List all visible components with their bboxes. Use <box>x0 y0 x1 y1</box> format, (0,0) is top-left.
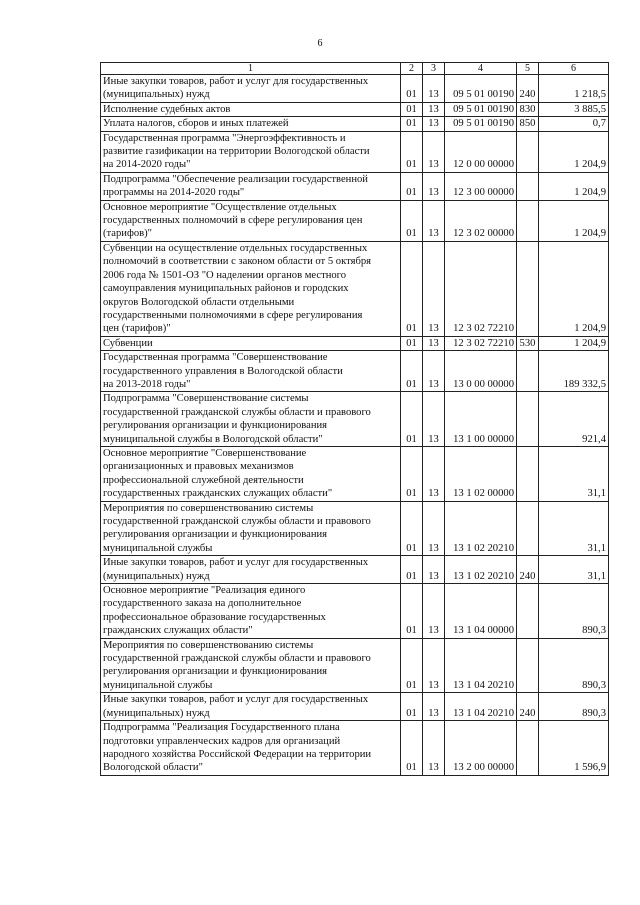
subsection-code-cell: 13 <box>423 241 445 336</box>
amount-cell: 890,3 <box>539 584 609 639</box>
target-article-code-cell: 12 3 02 72210 <box>445 336 517 350</box>
subsection-code-cell: 13 <box>423 693 445 721</box>
expense-type-code-cell <box>517 584 539 639</box>
target-article-code-cell: 12 3 00 00000 <box>445 172 517 200</box>
page-number: 6 <box>317 38 323 49</box>
target-article-code-cell: 12 0 00 00000 <box>445 131 517 172</box>
expense-type-code-cell <box>517 392 539 447</box>
row-name-cell: Уплата налогов, сборов и иных платежей <box>101 117 401 131</box>
budget-table <box>100 62 609 776</box>
row-name-cell: Основное мероприятие "Реализация единого государственного заказа на дополнительное профессиональное образование государственных гражданских служащих области" <box>101 584 401 639</box>
table-row <box>101 172 609 200</box>
expense-type-code-cell <box>517 172 539 200</box>
row-name-cell: Подпрограмма "Обеспечение реализации государственной программы на 2014-2020 годы" <box>101 172 401 200</box>
amount-cell: 921,4 <box>539 392 609 447</box>
subsection-code-cell: 13 <box>423 638 445 693</box>
amount-cell: 31,1 <box>539 556 609 584</box>
expense-type-code-cell <box>517 131 539 172</box>
target-article-code-cell: 13 1 02 20210 <box>445 501 517 556</box>
subsection-code-cell: 13 <box>423 131 445 172</box>
row-name-cell: Субвенции <box>101 336 401 350</box>
target-article-code-cell: 12 3 02 72210 <box>445 241 517 336</box>
expense-type-code-cell <box>517 638 539 693</box>
subsection-code-cell: 13 <box>423 336 445 350</box>
expense-type-code-cell <box>517 241 539 336</box>
subsection-code-cell: 13 <box>423 501 445 556</box>
subsection-code-cell: 13 <box>423 351 445 392</box>
amount-cell: 1 204,9 <box>539 336 609 350</box>
amount-cell: 189 332,5 <box>539 351 609 392</box>
amount-cell: 890,3 <box>539 693 609 721</box>
row-name-cell: Основное мероприятие "Осуществление отдельных государственных полномочий в сфере регулирования цен (тарифов)" <box>101 200 401 241</box>
expense-type-code-cell: 240 <box>517 693 539 721</box>
subsection-code-cell: 13 <box>423 75 445 103</box>
target-article-code-cell: 13 1 04 00000 <box>445 584 517 639</box>
subsection-code-cell: 13 <box>423 721 445 776</box>
target-article-code-cell: 13 1 02 00000 <box>445 446 517 501</box>
target-article-code-cell: 13 0 00 00000 <box>445 351 517 392</box>
table-row <box>101 241 609 336</box>
section-code-cell: 01 <box>401 446 423 501</box>
amount-cell: 1 204,9 <box>539 200 609 241</box>
row-name-cell: Государственная программа "Энергоэффективность и развитие газификации на территории Вологодской области на 2014-2020 годы" <box>101 131 401 172</box>
row-name-cell: Иные закупки товаров, работ и услуг для государственных (муниципальных) нужд <box>101 75 401 103</box>
section-code-cell: 01 <box>401 693 423 721</box>
amount-cell: 1 218,5 <box>539 75 609 103</box>
column-header: 3 <box>423 63 445 75</box>
target-article-code-cell: 12 3 02 00000 <box>445 200 517 241</box>
section-code-cell: 01 <box>401 721 423 776</box>
table-row <box>101 131 609 172</box>
table-row <box>101 721 609 776</box>
section-code-cell: 01 <box>401 638 423 693</box>
section-code-cell: 01 <box>401 392 423 447</box>
column-header: 6 <box>539 63 609 75</box>
row-name-cell: Основное мероприятие "Совершенствование организационных и правовых механизмов профессиональной служебной деятельности государственных гражданских служащих области" <box>101 446 401 501</box>
amount-cell: 3 885,5 <box>539 102 609 116</box>
row-name-cell: Иные закупки товаров, работ и услуг для государственных (муниципальных) нужд <box>101 556 401 584</box>
section-code-cell: 01 <box>401 336 423 350</box>
subsection-code-cell: 13 <box>423 117 445 131</box>
amount-cell: 890,3 <box>539 638 609 693</box>
target-article-code-cell: 09 5 01 00190 <box>445 75 517 103</box>
row-name-cell: Подпрограмма "Совершенствование системы государственной гражданской службы области и правового регулирования организации и функционирования муниципальной службы в Вологодской области" <box>101 392 401 447</box>
section-code-cell: 01 <box>401 102 423 116</box>
row-name-cell: Субвенции на осуществление отдельных государственных полномочий в соответствии с законом области от 5 октября 2006 года № 1501-ОЗ "О наделении органов местного самоуправления муниципальных районов и городских округов Вологодской области отдельными государственными полномочиями в сфере регулирования цен (тарифов)" <box>101 241 401 336</box>
table-row <box>101 351 609 392</box>
expense-type-code-cell: 240 <box>517 75 539 103</box>
table-row <box>101 75 609 103</box>
table-row <box>101 392 609 447</box>
expense-type-code-cell: 240 <box>517 556 539 584</box>
section-code-cell: 01 <box>401 501 423 556</box>
target-article-code-cell: 13 1 04 20210 <box>445 693 517 721</box>
target-article-code-cell: 09 5 01 00190 <box>445 102 517 116</box>
subsection-code-cell: 13 <box>423 556 445 584</box>
column-header: 5 <box>517 63 539 75</box>
section-code-cell: 01 <box>401 172 423 200</box>
target-article-code-cell: 13 2 00 00000 <box>445 721 517 776</box>
section-code-cell: 01 <box>401 584 423 639</box>
row-name-cell: Мероприятия по совершенствованию системы государственной гражданской службы области и правового регулирования организации и функционирования муниципальной службы <box>101 501 401 556</box>
table-row <box>101 584 609 639</box>
expense-type-code-cell <box>517 351 539 392</box>
row-name-cell: Иные закупки товаров, работ и услуг для государственных (муниципальных) нужд <box>101 693 401 721</box>
section-code-cell: 01 <box>401 556 423 584</box>
section-code-cell: 01 <box>401 200 423 241</box>
row-name-cell: Подпрограмма "Реализация Государственного плана подготовки управленческих кадров для организаций народного хозяйства Российской Федерации на территории Вологодской области" <box>101 721 401 776</box>
target-article-code-cell: 09 5 01 00190 <box>445 117 517 131</box>
table-row <box>101 638 609 693</box>
amount-cell: 1 204,9 <box>539 172 609 200</box>
table-row <box>101 556 609 584</box>
amount-cell: 31,1 <box>539 446 609 501</box>
column-header: 2 <box>401 63 423 75</box>
table-row <box>101 200 609 241</box>
table-row <box>101 693 609 721</box>
section-code-cell: 01 <box>401 75 423 103</box>
expense-type-code-cell <box>517 200 539 241</box>
amount-cell: 1 596,9 <box>539 721 609 776</box>
row-name-cell: Мероприятия по совершенствованию системы государственной гражданской службы области и правового регулирования организации и функционирования муниципальной службы <box>101 638 401 693</box>
section-code-cell: 01 <box>401 117 423 131</box>
expense-type-code-cell: 850 <box>517 117 539 131</box>
expense-type-code-cell: 530 <box>517 336 539 350</box>
expense-type-code-cell <box>517 501 539 556</box>
expense-type-code-cell: 830 <box>517 102 539 116</box>
expense-type-code-cell <box>517 446 539 501</box>
target-article-code-cell: 13 1 00 00000 <box>445 392 517 447</box>
section-code-cell: 01 <box>401 241 423 336</box>
subsection-code-cell: 13 <box>423 172 445 200</box>
row-name-cell: Государственная программа "Совершенствование государственного управления в Вологодской области на 2013-2018 годы" <box>101 351 401 392</box>
subsection-code-cell: 13 <box>423 446 445 501</box>
subsection-code-cell: 13 <box>423 584 445 639</box>
subsection-code-cell: 13 <box>423 392 445 447</box>
table-row <box>101 501 609 556</box>
target-article-code-cell: 13 1 04 20210 <box>445 638 517 693</box>
amount-cell: 31,1 <box>539 501 609 556</box>
subsection-code-cell: 13 <box>423 102 445 116</box>
column-header: 4 <box>445 63 517 75</box>
amount-cell: 0,7 <box>539 117 609 131</box>
target-article-code-cell: 13 1 02 20210 <box>445 556 517 584</box>
amount-cell: 1 204,9 <box>539 241 609 336</box>
table-row <box>101 446 609 501</box>
subsection-code-cell: 13 <box>423 200 445 241</box>
section-code-cell: 01 <box>401 351 423 392</box>
table-row <box>101 117 609 131</box>
amount-cell: 1 204,9 <box>539 131 609 172</box>
table-row <box>101 336 609 350</box>
row-name-cell: Исполнение судебных актов <box>101 102 401 116</box>
expense-type-code-cell <box>517 721 539 776</box>
section-code-cell: 01 <box>401 131 423 172</box>
column-header: 1 <box>101 63 401 75</box>
table-header-row <box>101 63 609 75</box>
table-row <box>101 102 609 116</box>
